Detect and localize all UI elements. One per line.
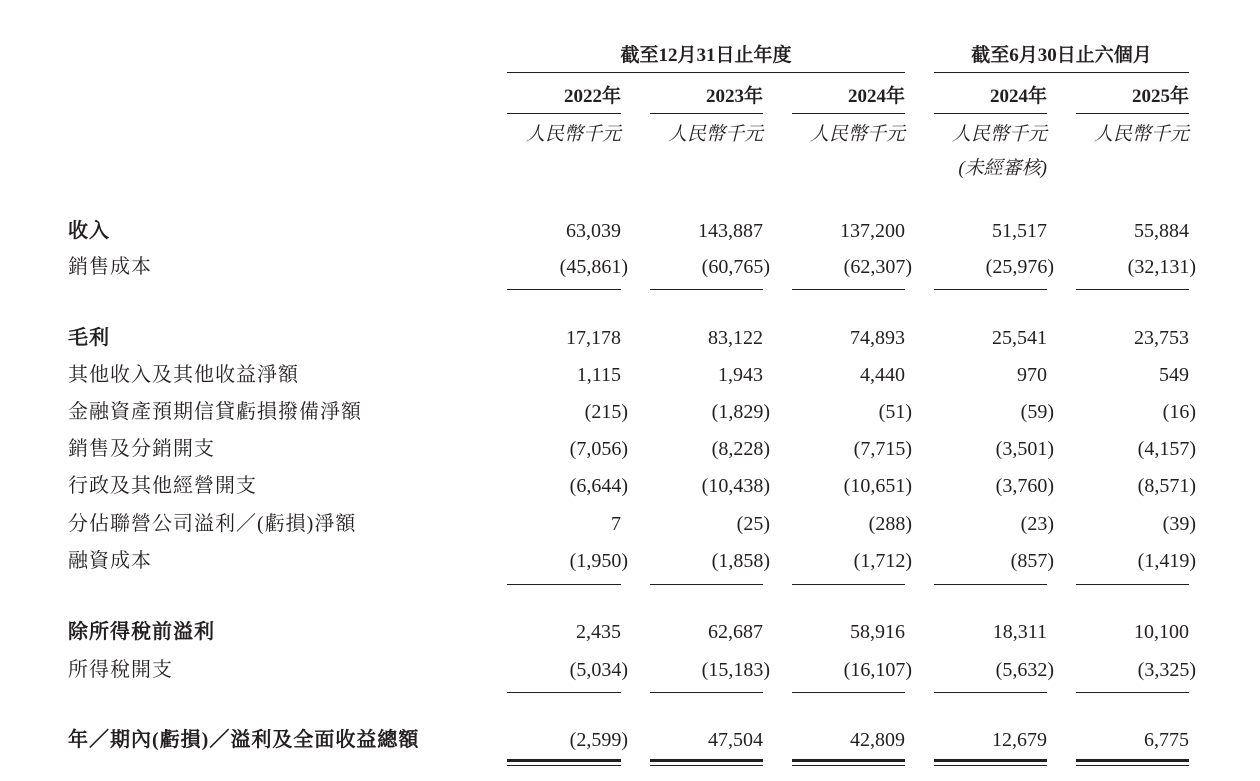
cell: 1,115	[576, 364, 621, 386]
cell: 4,440	[860, 364, 905, 386]
cell: (5,034)	[569, 659, 628, 681]
cell: (32,131)	[1127, 256, 1196, 278]
row-label-total-comprehensive-income: 年／期內(虧損)／溢利及全面收益總額	[68, 729, 420, 751]
total-double-rule	[1076, 759, 1189, 766]
row-label-selling-distribution: 銷售及分銷開支	[68, 438, 215, 460]
column-header-rule	[507, 113, 621, 114]
cell: 1,943	[718, 364, 763, 386]
cell: (2,599)	[569, 729, 628, 751]
column-unaudited-note: (未經審核)	[958, 158, 1047, 179]
column-header-year: 2024年	[847, 86, 905, 107]
subtotal-rule	[650, 692, 763, 693]
column-header-rule	[650, 113, 763, 114]
row-label-cost-of-sales: 銷售成本	[68, 256, 152, 278]
subtotal-rule	[1076, 289, 1189, 290]
subtotal-rule	[792, 289, 905, 290]
cell: (45,861)	[559, 256, 628, 278]
cell: (16)	[1162, 401, 1196, 423]
cell: (16,107)	[843, 659, 912, 681]
cell: (3,760)	[995, 475, 1054, 497]
cell: 63,039	[566, 220, 621, 242]
cell: (10,651)	[843, 475, 912, 497]
cell: (3,325)	[1137, 659, 1196, 681]
cell: (7,715)	[853, 438, 912, 460]
cell: 17,178	[566, 327, 621, 349]
cell: (5,632)	[995, 659, 1054, 681]
total-double-rule	[792, 759, 905, 766]
column-header-year: 2024年	[989, 86, 1047, 107]
cell: 7	[611, 513, 621, 535]
cell: 12,679	[992, 729, 1047, 751]
row-label-revenue: 收入	[68, 220, 110, 242]
subtotal-rule	[650, 584, 763, 585]
subtotal-rule	[507, 289, 621, 290]
cell: 549	[1159, 364, 1189, 386]
cell: (1,712)	[853, 550, 912, 572]
cell: 143,887	[698, 220, 763, 242]
total-double-rule	[507, 759, 621, 766]
column-unit: 人民幣千元	[951, 124, 1047, 145]
cell: (8,228)	[711, 438, 770, 460]
cell: 18,311	[992, 621, 1047, 643]
cell: 23,753	[1134, 327, 1189, 349]
group-header-annual-rule	[507, 72, 905, 73]
cell: (3,501)	[995, 438, 1054, 460]
row-label-income-tax: 所得稅開支	[68, 659, 173, 681]
cell: 55,884	[1134, 220, 1189, 242]
cell: 74,893	[850, 327, 905, 349]
subtotal-rule	[507, 584, 621, 585]
subtotal-rule	[934, 584, 1047, 585]
cell: (39)	[1162, 513, 1196, 535]
cell: (288)	[868, 513, 912, 535]
column-header-year: 2022年	[563, 86, 621, 107]
cell: 6,775	[1144, 729, 1189, 751]
row-label-administrative: 行政及其他經營開支	[68, 475, 257, 497]
cell: (23)	[1020, 513, 1054, 535]
subtotal-rule	[792, 584, 905, 585]
column-unit: 人民幣千元	[1093, 124, 1189, 145]
cell: (1,829)	[711, 401, 770, 423]
cell: 970	[1017, 364, 1047, 386]
cell: 83,122	[708, 327, 763, 349]
row-label-profit-before-tax: 除所得稅前溢利	[68, 621, 215, 643]
row-label-expected-credit-loss: 金融資產預期信貸虧損撥備淨額	[68, 401, 362, 423]
cell: (60,765)	[701, 256, 770, 278]
cell: (857)	[1010, 550, 1054, 572]
cell: (4,157)	[1137, 438, 1196, 460]
subtotal-rule	[1076, 584, 1189, 585]
row-label-finance-costs: 融資成本	[68, 550, 152, 572]
cell: (1,950)	[569, 550, 628, 572]
subtotal-rule	[650, 289, 763, 290]
total-double-rule	[934, 759, 1047, 766]
column-header-year: 2025年	[1131, 86, 1189, 107]
cell: 2,435	[576, 621, 621, 643]
cell: (1,419)	[1137, 550, 1196, 572]
column-unit: 人民幣千元	[667, 124, 763, 145]
cell: 58,916	[850, 621, 905, 643]
cell: (6,644)	[569, 475, 628, 497]
subtotal-rule	[1076, 692, 1189, 693]
cell: 10,100	[1134, 621, 1189, 643]
cell: 42,809	[850, 729, 905, 751]
cell: (7,056)	[569, 438, 628, 460]
column-unit: 人民幣千元	[809, 124, 905, 145]
total-double-rule	[650, 759, 763, 766]
subtotal-rule	[507, 692, 621, 693]
column-header-rule	[1076, 113, 1189, 114]
cell: (51)	[878, 401, 912, 423]
cell: (1,858)	[711, 550, 770, 572]
cell: 47,504	[708, 729, 763, 751]
cell: (8,571)	[1137, 475, 1196, 497]
column-unit: 人民幣千元	[525, 124, 621, 145]
cell: (215)	[584, 401, 628, 423]
group-header-six-months-rule	[934, 72, 1189, 73]
cell: 25,541	[992, 327, 1047, 349]
row-label-other-income: 其他收入及其他收益淨額	[68, 364, 299, 386]
cell: 51,517	[992, 220, 1047, 242]
cell: (10,438)	[701, 475, 770, 497]
cell: (15,183)	[701, 659, 770, 681]
cell: (62,307)	[843, 256, 912, 278]
cell: (59)	[1020, 401, 1054, 423]
subtotal-rule	[934, 692, 1047, 693]
column-header-year: 2023年	[705, 86, 763, 107]
group-header-annual: 截至12月31日止年度	[620, 45, 792, 66]
row-label-share-of-associates: 分佔聯營公司溢利／(虧損)淨額	[68, 513, 357, 535]
cell: (25,976)	[985, 256, 1054, 278]
cell: (25)	[736, 513, 770, 535]
row-label-gross-profit: 毛利	[68, 327, 110, 349]
subtotal-rule	[934, 289, 1047, 290]
subtotal-rule	[792, 692, 905, 693]
column-header-rule	[934, 113, 1047, 114]
cell: 137,200	[840, 220, 905, 242]
group-header-six-months: 截至6月30日止六個月	[971, 45, 1152, 66]
column-header-rule	[792, 113, 905, 114]
cell: 62,687	[708, 621, 763, 643]
